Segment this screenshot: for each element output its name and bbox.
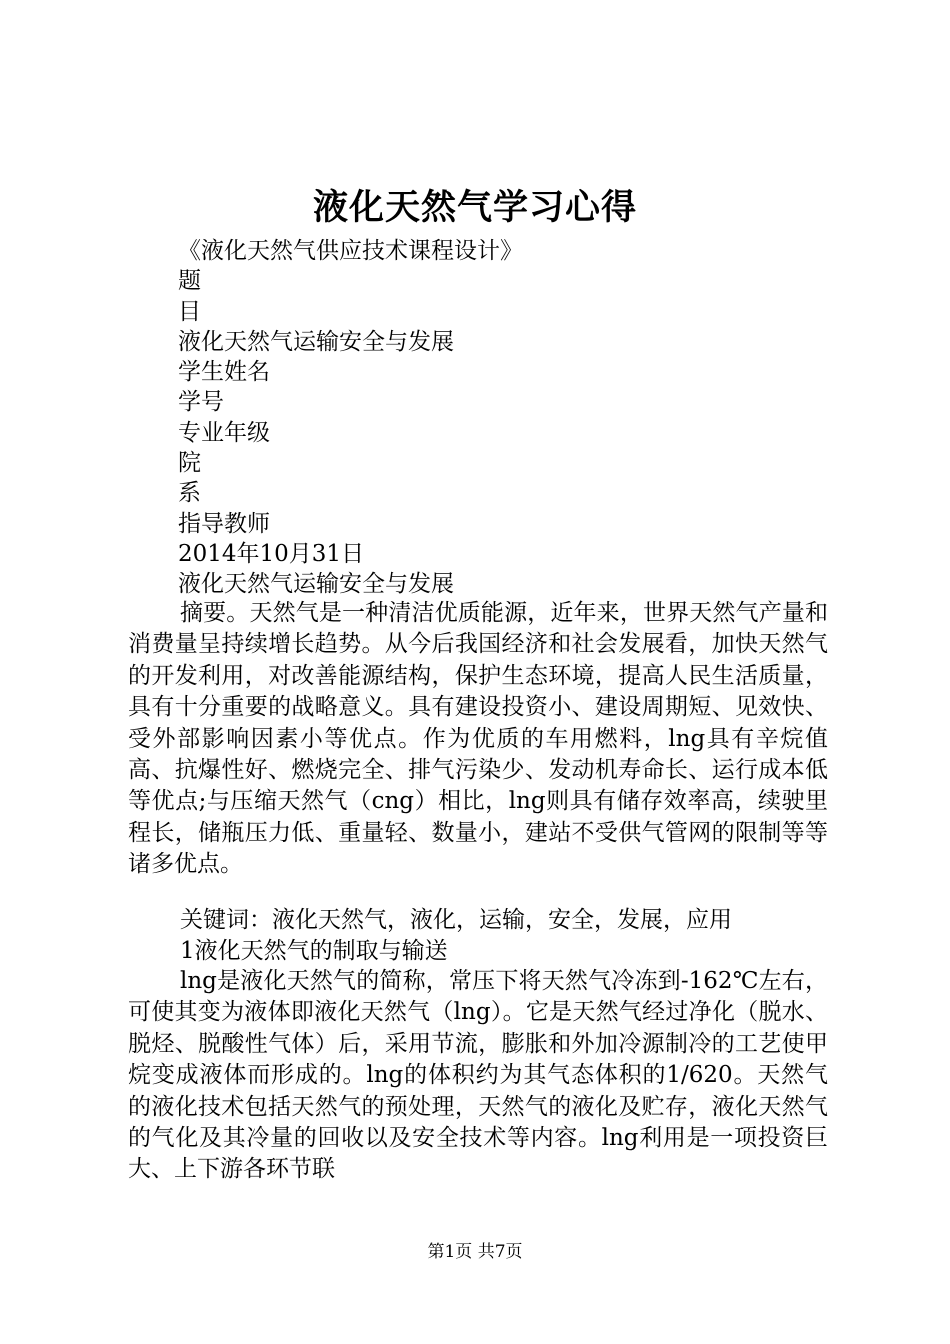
abstract-paragraph: 摘要。天然气是一种清洁优质能源，近年来，世界天然气产量和消费量呈持续增长趋势。从今后我国经济和社会发展看，加快天然气的开发利用，对改善能源结构，保护生态环境，提高人民生活质量，具有十分重要的战略意义。具有建设投资小、建设周期短、见效快、受外部影响因素小等优点。作为优质的车用燃料，lng具有辛烷值高、抗爆性好、燃烧完全、排气污染少、发动机寿命长、运行成本低等优点;与压缩天然气（cng）相比，lng则具有储存效率高，续驶里程长，储瓶压力低、重量轻、数量小，建站不受供气管网的限制等等诸多优点。: [128, 600, 828, 878]
keywords-line: 关键词：液化天然气，液化，运输，安全，发展，应用: [180, 907, 732, 933]
section-body-block: [128, 966, 828, 1186]
department-label-xi: 系: [178, 480, 201, 507]
section-heading: 1液化天然气的制取与输送: [180, 938, 448, 964]
paper-subtitle: 液化天然气运输安全与发展: [178, 571, 454, 598]
section-paragraph: lng是液化天然气的简称，常压下将天然气冷冻到-162℃左右，可使其变为液体即液化天然气（lng）。它是天然气经过净化（脱水、脱烃、脱酸性气体）后，采用节流，膨胀和外加冷源制冷的工艺使甲烷变成液体而形成的。lng的体积约为其气态体积的1/620。天然气的液化技术包括天然气的预处理，天然气的液化及贮存，液化天然气的气化及其冷量的回收以及安全技术等内容。lng利用是一项投资巨大、上下游各环节联: [128, 968, 828, 1183]
department-label-yuan: 院: [178, 450, 201, 477]
student-id-label: 学号: [178, 389, 224, 416]
topic-label-mu: 目: [178, 298, 201, 325]
topic-label-ti: 题: [178, 268, 201, 295]
topic-value: 液化天然气运输安全与发展: [178, 328, 454, 355]
abstract-block: [128, 598, 828, 881]
cover-info: [178, 236, 858, 600]
major-grade-label: 专业年级: [178, 419, 270, 446]
student-name-label: 学生姓名: [178, 359, 270, 386]
date-text: 2014年10月31日: [178, 540, 365, 567]
page-footer: 第1页 共7页: [427, 1242, 523, 1262]
document-title: 液化天然气学习心得: [312, 187, 637, 228]
course-name: 《液化天然气供应技术课程设计》: [178, 238, 523, 264]
advisor-label: 指导教师: [178, 510, 270, 537]
